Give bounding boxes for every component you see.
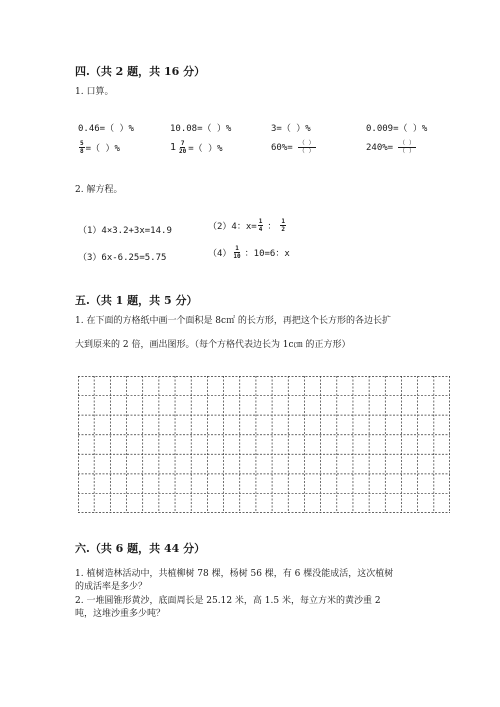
fraction-denominator: 4 [258, 226, 263, 233]
section-6-heading: 六.（共 6 题，共 44 分） [75, 542, 206, 555]
fraction-denominator: 10 [233, 253, 241, 260]
fraction-denominator: 8 [80, 148, 84, 155]
equation [208, 218, 287, 233]
fraction [258, 218, 264, 233]
question-text: 吨，这堆沙重多少吨？ [75, 609, 166, 619]
question-2-label: 2. 解方程。 [75, 185, 123, 195]
mixed-number-whole: 1 [170, 142, 177, 153]
fraction-numerator: （ ） [399, 140, 415, 147]
blank-fraction [394, 140, 420, 155]
fraction [178, 140, 187, 155]
question-text: 2. 一堆圆锥形黄沙，底面周长是 25.12 米，高 1.5 米，每立方米的黄沙重 2 [75, 596, 381, 606]
equation-lead: （2）4：x= [208, 222, 257, 232]
question-text: 1. 在下面的方格纸中画一个面积是 8c㎡ 的长方形，再把这个长方形的各边长扩 [75, 316, 391, 326]
question-text: 大到原来的 2 倍，画出图形。（每个方格代表边长为 1c㎝ 的正方形） [75, 340, 351, 350]
equation-lead: （4） [208, 249, 232, 259]
oral-calc-item: 3=（ ）% [271, 124, 311, 134]
equation: （3）6x-6.25=5.75 [78, 253, 167, 263]
fraction-denominator: （ ） [298, 148, 315, 155]
oral-calc-rest: =（ ）% [188, 144, 223, 154]
fraction-denominator: （ ） [399, 148, 415, 155]
oral-calc-item: 0.46=（ ）% [78, 124, 134, 134]
equation [208, 245, 290, 260]
fraction-numerator: 7 [180, 140, 185, 147]
oral-calc-rest: =（ ）% [85, 144, 120, 154]
fraction [280, 218, 286, 233]
equation: （1）4×3.2+3x=14.9 [78, 226, 172, 236]
fraction-numerator: 5 [80, 140, 84, 147]
ratio-sign: ： [267, 222, 277, 232]
grid-paper [78, 376, 450, 513]
blank-fraction [294, 140, 320, 155]
oral-calc-item [170, 140, 223, 155]
fraction-numerator: 1 [258, 218, 263, 225]
fraction-numerator: （ ） [298, 140, 315, 147]
fraction-numerator: 1 [235, 245, 239, 252]
fraction [79, 140, 85, 155]
question-text: 1. 植树造林活动中，共植柳树 78 棵，杨树 56 棵，有 6 棵没能成活，这次植树 [75, 569, 394, 579]
question-1-label: 1. 口算。 [75, 87, 114, 97]
question-text: 的成活率是多少？ [75, 582, 148, 592]
fraction-denominator: 20 [179, 148, 187, 155]
fraction [232, 245, 241, 260]
fraction-numerator: 1 [281, 218, 285, 225]
oral-calc-lead: 240%= [366, 142, 394, 153]
equation-rest: ：10=6：x [244, 249, 290, 259]
oral-calc-item: 10.08=（ ）% [170, 124, 232, 134]
oral-calc-item: 0.009=（ ）% [366, 124, 428, 134]
oral-calc-item [78, 140, 120, 155]
oral-calc-item [271, 140, 321, 155]
section-4-heading: 四.（共 2 题，共 16 分） [75, 65, 206, 78]
fraction-denominator: 2 [281, 226, 285, 233]
oral-calc-lead: 60%= [271, 142, 293, 153]
mixed-number [170, 140, 188, 155]
section-5-heading: 五.（共 1 题，共 5 分） [75, 294, 198, 307]
oral-calc-item [366, 140, 421, 155]
